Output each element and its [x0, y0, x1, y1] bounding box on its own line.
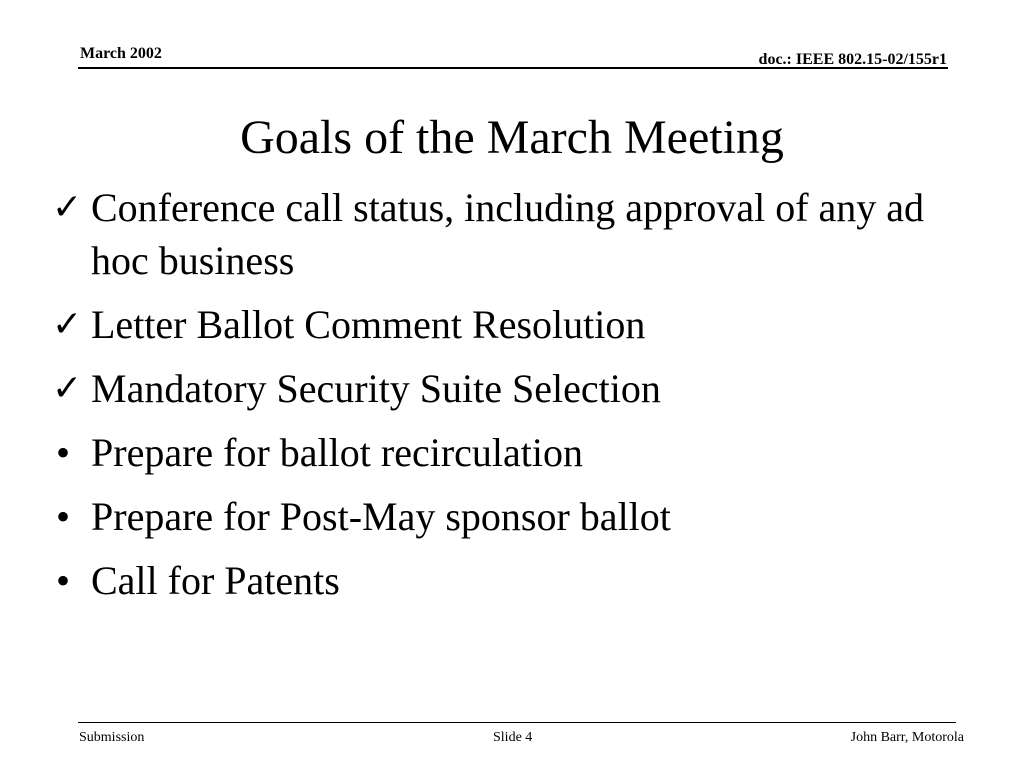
- bullet-item-conference-call: [52, 181, 932, 287]
- bullet-text: Mandatory Security Suite Selection: [91, 366, 661, 411]
- header-document-id: doc.: IEEE 802.15-02/155r1: [758, 51, 947, 68]
- footer-submission: Submission: [79, 730, 145, 745]
- bullet-text: Call for Patents: [91, 558, 340, 603]
- bullet-text: Prepare for Post-May sponsor ballot: [91, 494, 671, 539]
- footer-author: John Barr, Motorola: [850, 730, 964, 745]
- slide-title: Goals of the March Meeting: [240, 111, 784, 164]
- bullet-text: Prepare for ballot recirculation: [91, 430, 583, 475]
- bullet-dot-icon: •: [56, 558, 71, 603]
- footer-slide-number: Slide 4: [493, 730, 533, 745]
- header-date: March 2002: [80, 45, 162, 62]
- bullet-item-ballot-recirculation: [52, 426, 932, 479]
- bullet-dot-icon: •: [56, 494, 71, 539]
- header-divider: [78, 67, 948, 69]
- bullet-dot-icon: •: [56, 430, 71, 475]
- bullet-item-sponsor-ballot: [52, 490, 932, 543]
- check-icon: ✓: [52, 304, 83, 345]
- bullet-item-security-suite: [52, 362, 932, 415]
- footer-divider: [78, 722, 956, 723]
- check-icon: ✓: [52, 368, 83, 409]
- bullet-text: Letter Ballot Comment Resolution: [91, 302, 646, 347]
- bullet-list: [52, 181, 932, 618]
- bullet-item-call-for-patents: [52, 554, 932, 607]
- check-icon: ✓: [52, 187, 83, 228]
- bullet-item-letter-ballot: [52, 298, 932, 351]
- bullet-text: Conference call status, including approval of any ad hoc business: [91, 185, 925, 283]
